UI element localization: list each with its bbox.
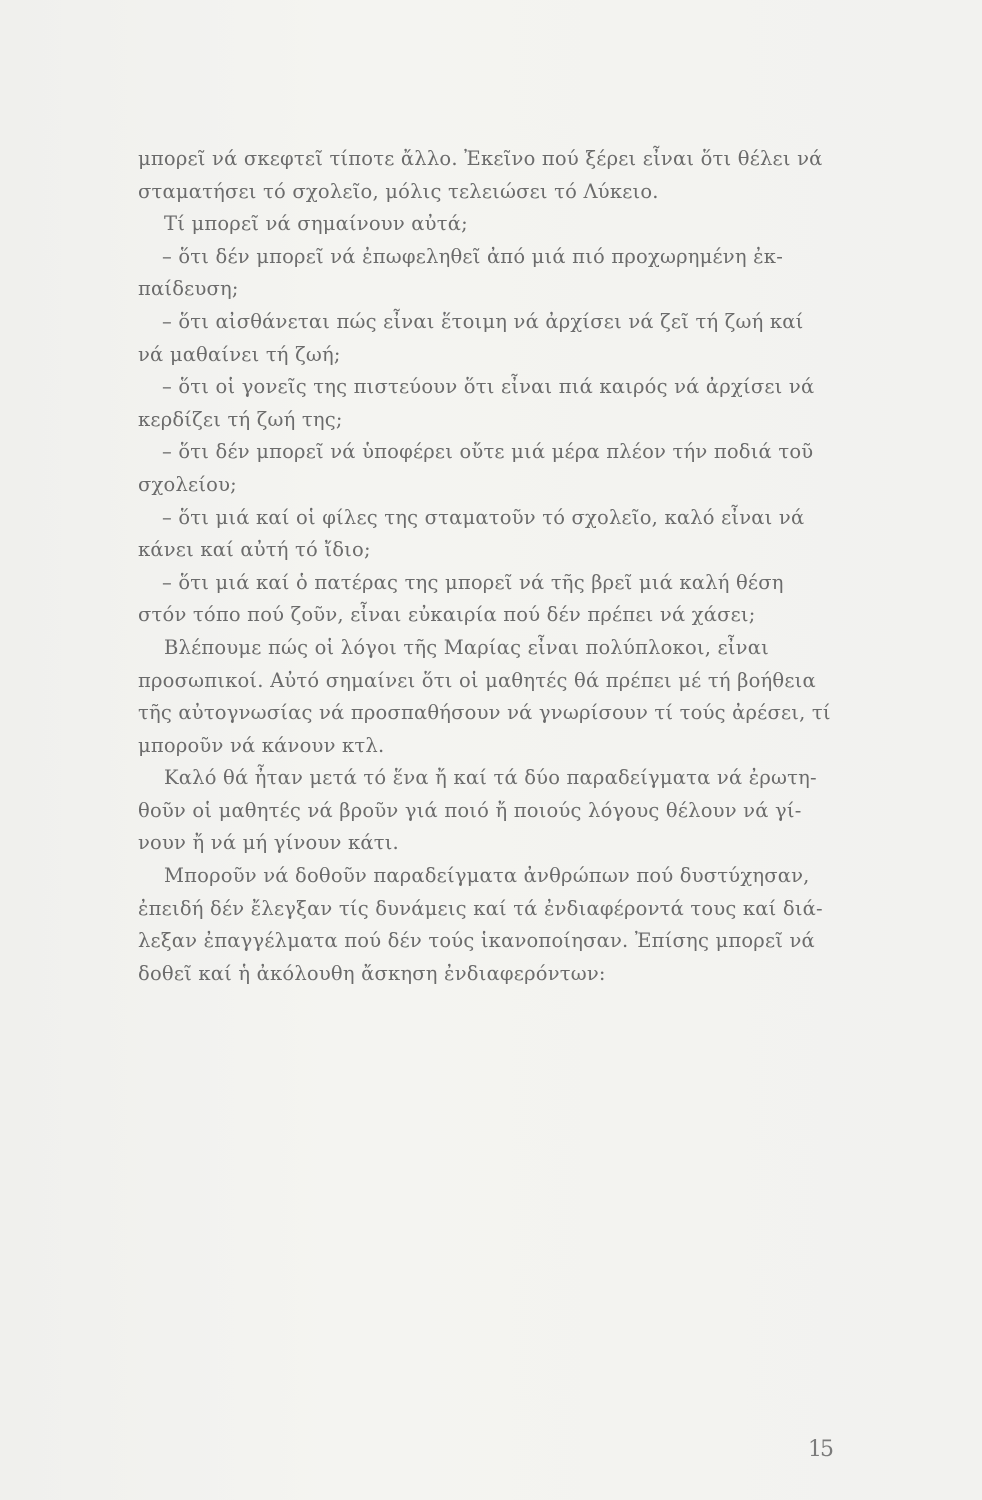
text-line: σχολείου;: [138, 472, 237, 496]
text-line: – ὅτι οἱ γονεῖς της πιστεύουν ὅτι εἶναι πιά καιρός νά ἀρχίσει νά: [162, 375, 815, 399]
text-line: νά μαθαίνει τή ζωή;: [138, 342, 341, 366]
body-text: [138, 143, 850, 990]
text-line: κάνει καί αὐτή τό ἴδιο;: [138, 538, 371, 562]
text-line: νουν ἤ νά μή γίνουν κάτι.: [138, 831, 399, 855]
text-line: μποροῦν νά κάνουν κτλ.: [138, 733, 385, 757]
text-line: μπορεῖ νά σκεφτεῖ τίποτε ἄλλο. Ἐκεῖνο πού ξέρει εἶναι ὅτι θέλει νά: [138, 147, 823, 170]
text-line: – ὅτι αἰσθάνεται πώς εἶναι ἕτοιμη νά ἀρχίσει νά ζεῖ τή ζωή καί: [162, 309, 804, 333]
text-line: κερδίζει τή ζωή της;: [138, 407, 343, 431]
text-line: – ὅτι δέν μπορεῖ νά ἐπωφεληθεῖ ἀπό μιά πιό προχωρημένη ἐκ-: [162, 244, 783, 268]
text-line: – ὅτι δέν μπορεῖ νά ὑποφέρει οὔτε μιά μέρα πλέον τήν ποδιά τοῦ: [162, 440, 814, 464]
text-line: – ὅτι μιά καί ὁ πατέρας της μπορεῖ νά τῆς βρεῖ μιά καλή θέση: [162, 570, 784, 594]
text-line: παίδευση;: [138, 277, 239, 301]
page-number: 15: [808, 1437, 832, 1462]
text-line: τῆς αὐτογνωσίας νά προσπαθήσουν νά γνωρίσουν τί τούς ἀρέσει, τί: [138, 701, 831, 725]
text-line: Μποροῦν νά δοθοῦν παραδείγματα ἀνθρώπων πού δυστύχησαν,: [164, 864, 810, 888]
text-line: Τί μπορεῖ νά σημαίνουν αὐτά;: [164, 212, 468, 236]
text-line: θοῦν οἱ μαθητές νά βροῦν γιά ποιό ἤ ποιούς λόγους θέλουν νά γί-: [138, 798, 802, 822]
text-line: λεξαν ἐπαγγέλματα πού δέν τούς ἱκανοποίησαν. Ἐπίσης μπορεῖ νά: [138, 929, 815, 953]
text-line: Καλό θά ἦταν μετά τό ἕνα ἤ καί τά δύο παραδείγματα νά ἐρωτη-: [164, 766, 817, 790]
text-line: στόν τόπο πού ζοῦν, εἶναι εὐκαιρία πού δέν πρέπει νά χάσει;: [138, 603, 756, 627]
text-line: δοθεῖ καί ἡ ἀκόλουθη ἄσκηση ἐνδιαφερόντων:: [138, 961, 606, 985]
text-line: προσωπικοί. Αὐτό σημαίνει ὅτι οἱ μαθητές θά πρέπει μέ τή βοήθεια: [138, 668, 816, 692]
text-line: – ὅτι μιά καί οἱ φίλες της σταματοῦν τό σχολεῖο, καλό εἶναι νά: [162, 505, 805, 529]
text-line: σταματήσει τό σχολεῖο, μόλις τελειώσει τό Λύκειο.: [138, 179, 659, 203]
text-line: Βλέπουμε πώς οἱ λόγοι τῆς Μαρίας εἶναι πολύπλοκοι, εἶναι: [164, 635, 769, 659]
text-line: ἐπειδή δέν ἔλεγξαν τίς δυνάμεις καί τά ἐνδιαφέροντά τους καί διά-: [138, 896, 823, 920]
